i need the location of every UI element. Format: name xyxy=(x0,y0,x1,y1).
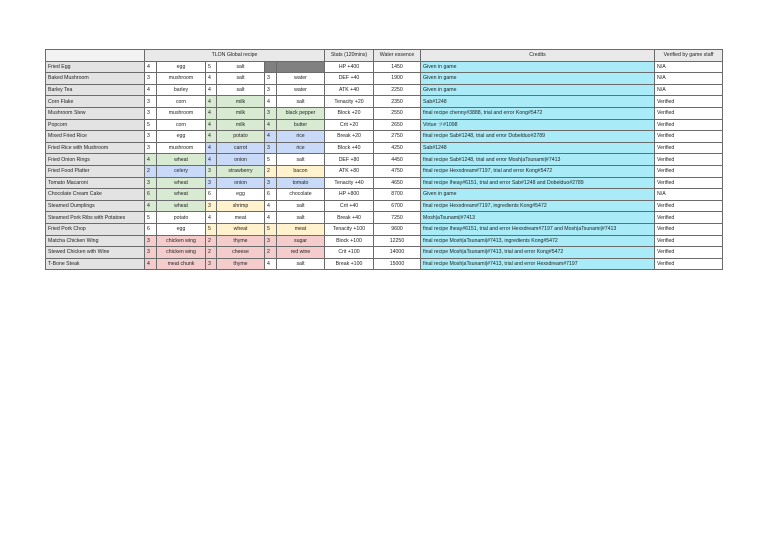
ingredient-2-name-cell[interactable]: strawberry xyxy=(217,165,265,177)
ingredient-1-name-cell[interactable]: celery xyxy=(157,165,206,177)
stats-cell[interactable]: Tenacity +100 xyxy=(325,223,374,235)
stats-cell[interactable]: Break +20 xyxy=(325,131,374,143)
recipe-name-cell[interactable]: Fried Pork Chop xyxy=(46,223,145,235)
recipe-name-cell[interactable]: Matcha Chicken Wing xyxy=(46,235,145,247)
ingredient-2-name-cell[interactable]: meat xyxy=(217,212,265,224)
recipe-name-cell[interactable]: Steamed Pork Ribs with Potatoes xyxy=(46,212,145,224)
recipe-name-cell[interactable]: Popcorn xyxy=(46,119,145,131)
stats-cell[interactable]: DEF +40 xyxy=(325,73,374,85)
ingredient-3-name-cell[interactable]: red wine xyxy=(277,247,325,259)
stats-cell[interactable]: HP +800 xyxy=(325,189,374,201)
ingredient-1-qty-cell[interactable]: 3 xyxy=(145,131,157,143)
water-essence-cell[interactable]: 4250 xyxy=(374,142,421,154)
verified-cell[interactable]: Verified xyxy=(655,131,723,143)
ingredient-3-qty-cell[interactable]: 4 xyxy=(265,200,277,212)
header-water[interactable]: Water essence xyxy=(374,50,421,62)
credits-cell[interactable]: final recipe Hexxdream#7197, ingredients Kong#5472 xyxy=(421,200,655,212)
credits-cell[interactable]: Sab#1248 xyxy=(421,96,655,108)
ingredient-2-qty-cell[interactable]: 4 xyxy=(206,131,217,143)
stats-cell[interactable]: ATK +80 xyxy=(325,165,374,177)
ingredient-3-name-cell[interactable]: bacon xyxy=(277,165,325,177)
verified-cell[interactable]: Verified xyxy=(655,96,723,108)
ingredient-1-name-cell[interactable]: wheat xyxy=(157,200,206,212)
ingredient-3-qty-cell[interactable]: 5 xyxy=(265,223,277,235)
ingredient-1-qty-cell[interactable]: 4 xyxy=(145,84,157,96)
credits-cell[interactable]: final recipe Mosh|aTsunami|#7413, trial and error Kong#5472 xyxy=(421,247,655,259)
ingredient-1-name-cell[interactable]: egg xyxy=(157,223,206,235)
ingredient-3-name-cell[interactable]: black pepper xyxy=(277,107,325,119)
table-row xyxy=(46,223,723,235)
ingredient-2-name-cell[interactable]: milk xyxy=(217,107,265,119)
ingredient-3-qty-cell[interactable] xyxy=(265,61,277,73)
table-row xyxy=(46,177,723,189)
table-row xyxy=(46,84,723,96)
stats-cell[interactable]: Crit +40 xyxy=(325,200,374,212)
ingredient-3-qty-cell[interactable]: 2 xyxy=(265,247,277,259)
recipe-name-cell[interactable]: Mixed Fried Rice xyxy=(46,131,145,143)
table-row xyxy=(46,235,723,247)
credits-cell[interactable]: final recipe Mosh|aTsunami|#7413, ingredients Kong#5472 xyxy=(421,235,655,247)
verified-cell[interactable]: Verified xyxy=(655,200,723,212)
ingredient-2-name-cell[interactable]: onion xyxy=(217,177,265,189)
ingredient-3-name-cell[interactable]: salt xyxy=(277,200,325,212)
ingredient-3-name-cell[interactable]: salt xyxy=(277,154,325,166)
water-essence-cell[interactable]: 1900 xyxy=(374,73,421,85)
table-row xyxy=(46,247,723,259)
ingredient-1-qty-cell[interactable]: 4 xyxy=(145,61,157,73)
ingredient-2-qty-cell[interactable]: 3 xyxy=(206,258,217,270)
ingredient-2-qty-cell[interactable]: 4 xyxy=(206,96,217,108)
recipe-name-cell[interactable]: T-Bone Steak xyxy=(46,258,145,270)
ingredient-1-qty-cell[interactable]: 3 xyxy=(145,247,157,259)
ingredient-1-name-cell[interactable]: chicken wing xyxy=(157,247,206,259)
water-essence-cell[interactable]: 4750 xyxy=(374,165,421,177)
table-row xyxy=(46,142,723,154)
ingredient-2-name-cell[interactable]: salt xyxy=(217,73,265,85)
recipe-name-cell[interactable]: Chocolate Cream Cake xyxy=(46,189,145,201)
table-row xyxy=(46,131,723,143)
verified-cell[interactable]: Verified xyxy=(655,177,723,189)
table-row xyxy=(46,73,723,85)
water-essence-cell[interactable]: 2750 xyxy=(374,131,421,143)
recipe-name-cell[interactable]: Fried Rice with Mushroom xyxy=(46,142,145,154)
stats-cell[interactable]: ATK +40 xyxy=(325,84,374,96)
credits-cell[interactable]: final recipe Mosh|aTsunami|#7413, trial and error Hexxdream#7197 xyxy=(421,258,655,270)
header-credits[interactable]: Credits xyxy=(421,50,655,62)
ingredient-3-qty-cell[interactable]: 4 xyxy=(265,258,277,270)
stats-cell[interactable]: Block +40 xyxy=(325,142,374,154)
ingredient-2-qty-cell[interactable]: 3 xyxy=(206,200,217,212)
ingredient-3-name-cell[interactable]: salt xyxy=(277,96,325,108)
ingredient-3-qty-cell[interactable]: 3 xyxy=(265,235,277,247)
verified-cell[interactable]: Verified xyxy=(655,212,723,224)
ingredient-1-qty-cell[interactable]: 5 xyxy=(145,119,157,131)
credits-cell[interactable]: final recipe Sab#1248, trial and error Mosh|aTsunami|#7413 xyxy=(421,154,655,166)
ingredient-1-qty-cell[interactable]: 3 xyxy=(145,235,157,247)
table-row xyxy=(46,154,723,166)
ingredient-3-name-cell[interactable]: rice xyxy=(277,131,325,143)
ingredient-3-qty-cell[interactable]: 3 xyxy=(265,84,277,96)
ingredient-2-name-cell[interactable]: cheese xyxy=(217,247,265,259)
recipe-name-cell[interactable]: Barley Tea xyxy=(46,84,145,96)
verified-cell[interactable]: Verified xyxy=(655,235,723,247)
ingredient-1-name-cell[interactable]: egg xyxy=(157,131,206,143)
ingredient-2-name-cell[interactable]: carrot xyxy=(217,142,265,154)
ingredient-3-qty-cell[interactable]: 6 xyxy=(265,189,277,201)
ingredient-1-name-cell[interactable]: wheat xyxy=(157,189,206,201)
credits-cell[interactable]: Mosh|aTsunami|#7413 xyxy=(421,212,655,224)
verified-cell[interactable]: Verified xyxy=(655,165,723,177)
credits-cell[interactable]: final recipe Hexxdream#7197, trial and error Kong#5472 xyxy=(421,165,655,177)
water-essence-cell[interactable]: 15000 xyxy=(374,258,421,270)
ingredient-1-name-cell[interactable]: wheat xyxy=(157,177,206,189)
stats-cell[interactable]: Block +100 xyxy=(325,235,374,247)
ingredient-1-qty-cell[interactable]: 4 xyxy=(145,154,157,166)
water-essence-cell[interactable]: 1450 xyxy=(374,61,421,73)
ingredient-3-name-cell[interactable]: salt xyxy=(277,258,325,270)
header-name-cell[interactable] xyxy=(46,50,145,62)
ingredient-2-qty-cell[interactable]: 4 xyxy=(206,154,217,166)
ingredient-1-qty-cell[interactable]: 4 xyxy=(145,200,157,212)
stats-cell[interactable]: Block +20 xyxy=(325,107,374,119)
verified-cell[interactable]: N/A xyxy=(655,73,723,85)
credits-cell[interactable]: final recipe Iheay#6151, trial and error Sab#1248 and Dobelduo#2789 xyxy=(421,177,655,189)
ingredient-3-name-cell[interactable] xyxy=(277,61,325,73)
ingredient-2-qty-cell[interactable]: 4 xyxy=(206,107,217,119)
stats-cell[interactable]: Crit +20 xyxy=(325,119,374,131)
ingredient-3-name-cell[interactable]: water xyxy=(277,73,325,85)
ingredient-2-qty-cell[interactable]: 3 xyxy=(206,165,217,177)
ingredient-2-qty-cell[interactable]: 4 xyxy=(206,212,217,224)
ingredient-1-name-cell[interactable]: egg xyxy=(157,61,206,73)
verified-cell[interactable]: Verified xyxy=(655,154,723,166)
ingredient-1-name-cell[interactable]: meat chunk xyxy=(157,258,206,270)
stats-cell[interactable]: Crit +100 xyxy=(325,247,374,259)
header-row xyxy=(46,50,723,62)
table-row xyxy=(46,119,723,131)
table-row xyxy=(46,200,723,212)
recipe-name-cell[interactable]: Baked Mushroom xyxy=(46,73,145,85)
ingredient-1-name-cell[interactable]: corn xyxy=(157,96,206,108)
recipe-name-cell[interactable]: Mushroom Stew xyxy=(46,107,145,119)
ingredient-2-name-cell[interactable]: potato xyxy=(217,131,265,143)
ingredient-3-name-cell[interactable]: rice xyxy=(277,142,325,154)
ingredient-3-name-cell[interactable]: water xyxy=(277,84,325,96)
ingredient-3-qty-cell[interactable]: 4 xyxy=(265,131,277,143)
verified-cell[interactable]: N/A xyxy=(655,189,723,201)
recipe-name-cell[interactable]: Stewed Chicken with Wine xyxy=(46,247,145,259)
verified-cell[interactable]: Verified xyxy=(655,223,723,235)
ingredient-3-qty-cell[interactable]: 4 xyxy=(265,96,277,108)
ingredient-1-name-cell[interactable]: barley xyxy=(157,84,206,96)
verified-cell[interactable]: N/A xyxy=(655,84,723,96)
ingredient-2-qty-cell[interactable]: 5 xyxy=(206,223,217,235)
table-row xyxy=(46,61,723,73)
table-row xyxy=(46,212,723,224)
ingredient-1-qty-cell[interactable]: 3 xyxy=(145,107,157,119)
ingredient-2-name-cell[interactable]: thyme xyxy=(217,235,265,247)
verified-cell[interactable]: Verified xyxy=(655,142,723,154)
ingredient-3-qty-cell[interactable]: 4 xyxy=(265,119,277,131)
verified-cell[interactable]: Verified xyxy=(655,258,723,270)
table-row xyxy=(46,258,723,270)
ingredient-3-qty-cell[interactable]: 4 xyxy=(265,212,277,224)
verified-cell[interactable]: N/A xyxy=(655,61,723,73)
table-row xyxy=(46,165,723,177)
ingredient-2-qty-cell[interactable]: 2 xyxy=(206,247,217,259)
header-recipe-group[interactable]: TLON Global recipe xyxy=(145,50,325,62)
ingredient-2-name-cell[interactable]: onion xyxy=(217,154,265,166)
ingredient-2-name-cell[interactable]: egg xyxy=(217,189,265,201)
header-stats[interactable]: Stats (120mins) xyxy=(325,50,374,62)
credits-cell[interactable]: Sab#1248 xyxy=(421,142,655,154)
credits-cell[interactable]: Given in game xyxy=(421,61,655,73)
ingredient-1-name-cell[interactable]: mushroom xyxy=(157,142,206,154)
credits-cell[interactable]: Virtue ツ#1098 xyxy=(421,119,655,131)
ingredient-3-name-cell[interactable]: sugar xyxy=(277,235,325,247)
ingredient-3-qty-cell[interactable]: 5 xyxy=(265,154,277,166)
recipe-name-cell[interactable]: Corn Flake xyxy=(46,96,145,108)
ingredient-3-name-cell[interactable]: chocolate xyxy=(277,189,325,201)
ingredient-1-qty-cell[interactable]: 5 xyxy=(145,212,157,224)
credits-cell[interactable]: Given in game xyxy=(421,189,655,201)
ingredient-3-qty-cell[interactable]: 3 xyxy=(265,177,277,189)
ingredient-1-name-cell[interactable]: chicken wing xyxy=(157,235,206,247)
ingredient-1-name-cell[interactable]: wheat xyxy=(157,154,206,166)
ingredient-2-name-cell[interactable]: milk xyxy=(217,119,265,131)
table-row xyxy=(46,96,723,108)
ingredient-3-name-cell[interactable]: tomato xyxy=(277,177,325,189)
ingredient-2-name-cell[interactable]: wheat xyxy=(217,223,265,235)
ingredient-2-name-cell[interactable]: salt xyxy=(217,84,265,96)
ingredient-1-name-cell[interactable]: potato xyxy=(157,212,206,224)
ingredient-2-qty-cell[interactable]: 4 xyxy=(206,84,217,96)
water-essence-cell[interactable]: 9600 xyxy=(374,223,421,235)
water-essence-cell[interactable]: 4650 xyxy=(374,177,421,189)
water-essence-cell[interactable]: 6700 xyxy=(374,200,421,212)
stats-cell[interactable]: Tenacity +20 xyxy=(325,96,374,108)
ingredient-1-name-cell[interactable]: corn xyxy=(157,119,206,131)
ingredient-1-qty-cell[interactable]: 6 xyxy=(145,223,157,235)
verified-cell[interactable]: Verified xyxy=(655,247,723,259)
ingredient-2-name-cell[interactable]: salt xyxy=(217,61,265,73)
water-essence-cell[interactable]: 2350 xyxy=(374,96,421,108)
ingredient-1-qty-cell[interactable]: 4 xyxy=(145,258,157,270)
ingredient-3-qty-cell[interactable]: 3 xyxy=(265,73,277,85)
recipe-spreadsheet xyxy=(45,49,723,270)
ingredient-3-qty-cell[interactable]: 3 xyxy=(265,142,277,154)
recipe-name-cell[interactable]: Fried Egg xyxy=(46,61,145,73)
ingredient-3-qty-cell[interactable]: 2 xyxy=(265,165,277,177)
header-verified[interactable]: Verified by game staff xyxy=(655,50,723,62)
verified-cell[interactable]: Verified xyxy=(655,119,723,131)
water-essence-cell[interactable]: 8700 xyxy=(374,189,421,201)
ingredient-3-name-cell[interactable]: meat xyxy=(277,223,325,235)
stats-cell[interactable]: Break +100 xyxy=(325,258,374,270)
water-essence-cell[interactable]: 2550 xyxy=(374,107,421,119)
ingredient-1-qty-cell[interactable]: 3 xyxy=(145,142,157,154)
ingredient-3-qty-cell[interactable]: 3 xyxy=(265,107,277,119)
ingredient-2-name-cell[interactable]: milk xyxy=(217,96,265,108)
credits-cell[interactable]: Given in game xyxy=(421,73,655,85)
ingredient-2-name-cell[interactable]: thyme xyxy=(217,258,265,270)
recipe-name-cell[interactable]: Steamed Dumplings xyxy=(46,200,145,212)
stats-cell[interactable]: Tenacity +40 xyxy=(325,177,374,189)
verified-cell[interactable]: Verified xyxy=(655,107,723,119)
water-essence-cell[interactable]: 2250 xyxy=(374,84,421,96)
credits-cell[interactable]: final recipe Sab#1248, trial and error Dobelduo#2789 xyxy=(421,131,655,143)
ingredient-2-qty-cell[interactable]: 2 xyxy=(206,235,217,247)
water-essence-cell[interactable]: 12250 xyxy=(374,235,421,247)
water-essence-cell[interactable]: 7250 xyxy=(374,212,421,224)
credits-cell[interactable]: final recipe chenny#3888, trial and error Kong#5472 xyxy=(421,107,655,119)
ingredient-1-qty-cell[interactable]: 3 xyxy=(145,96,157,108)
table-row xyxy=(46,189,723,201)
credits-cell[interactable]: final recipe Iheay#6151, trial and error Hexxdream#7197 and Mosh|aTsunami|#7413 xyxy=(421,223,655,235)
ingredient-1-name-cell[interactable]: mushroom xyxy=(157,73,206,85)
water-essence-cell[interactable]: 4450 xyxy=(374,154,421,166)
ingredient-2-qty-cell[interactable]: 4 xyxy=(206,119,217,131)
ingredient-2-qty-cell[interactable]: 4 xyxy=(206,142,217,154)
ingredient-2-qty-cell[interactable]: 6 xyxy=(206,189,217,201)
ingredient-2-qty-cell[interactable]: 3 xyxy=(206,177,217,189)
ingredient-2-qty-cell[interactable]: 4 xyxy=(206,73,217,85)
ingredient-1-qty-cell[interactable]: 2 xyxy=(145,165,157,177)
recipe-name-cell[interactable]: Tomato Macaroni xyxy=(46,177,145,189)
stats-cell[interactable]: DEF +80 xyxy=(325,154,374,166)
credits-cell[interactable]: Given in game xyxy=(421,84,655,96)
ingredient-1-qty-cell[interactable]: 6 xyxy=(145,189,157,201)
ingredient-1-qty-cell[interactable]: 3 xyxy=(145,177,157,189)
ingredient-2-name-cell[interactable]: shrimp xyxy=(217,200,265,212)
stats-cell[interactable]: HP +400 xyxy=(325,61,374,73)
stats-cell[interactable]: Break +40 xyxy=(325,212,374,224)
ingredient-3-name-cell[interactable]: butter xyxy=(277,119,325,131)
ingredient-1-name-cell[interactable]: mushroom xyxy=(157,107,206,119)
water-essence-cell[interactable]: 14000 xyxy=(374,247,421,259)
ingredient-2-qty-cell[interactable]: 5 xyxy=(206,61,217,73)
ingredient-1-qty-cell[interactable]: 3 xyxy=(145,73,157,85)
recipe-name-cell[interactable]: Fried Onion Rings xyxy=(46,154,145,166)
water-essence-cell[interactable]: 2650 xyxy=(374,119,421,131)
recipe-name-cell[interactable]: Fried Food Platter xyxy=(46,165,145,177)
ingredient-3-name-cell[interactable]: salt xyxy=(277,212,325,224)
table-row xyxy=(46,107,723,119)
